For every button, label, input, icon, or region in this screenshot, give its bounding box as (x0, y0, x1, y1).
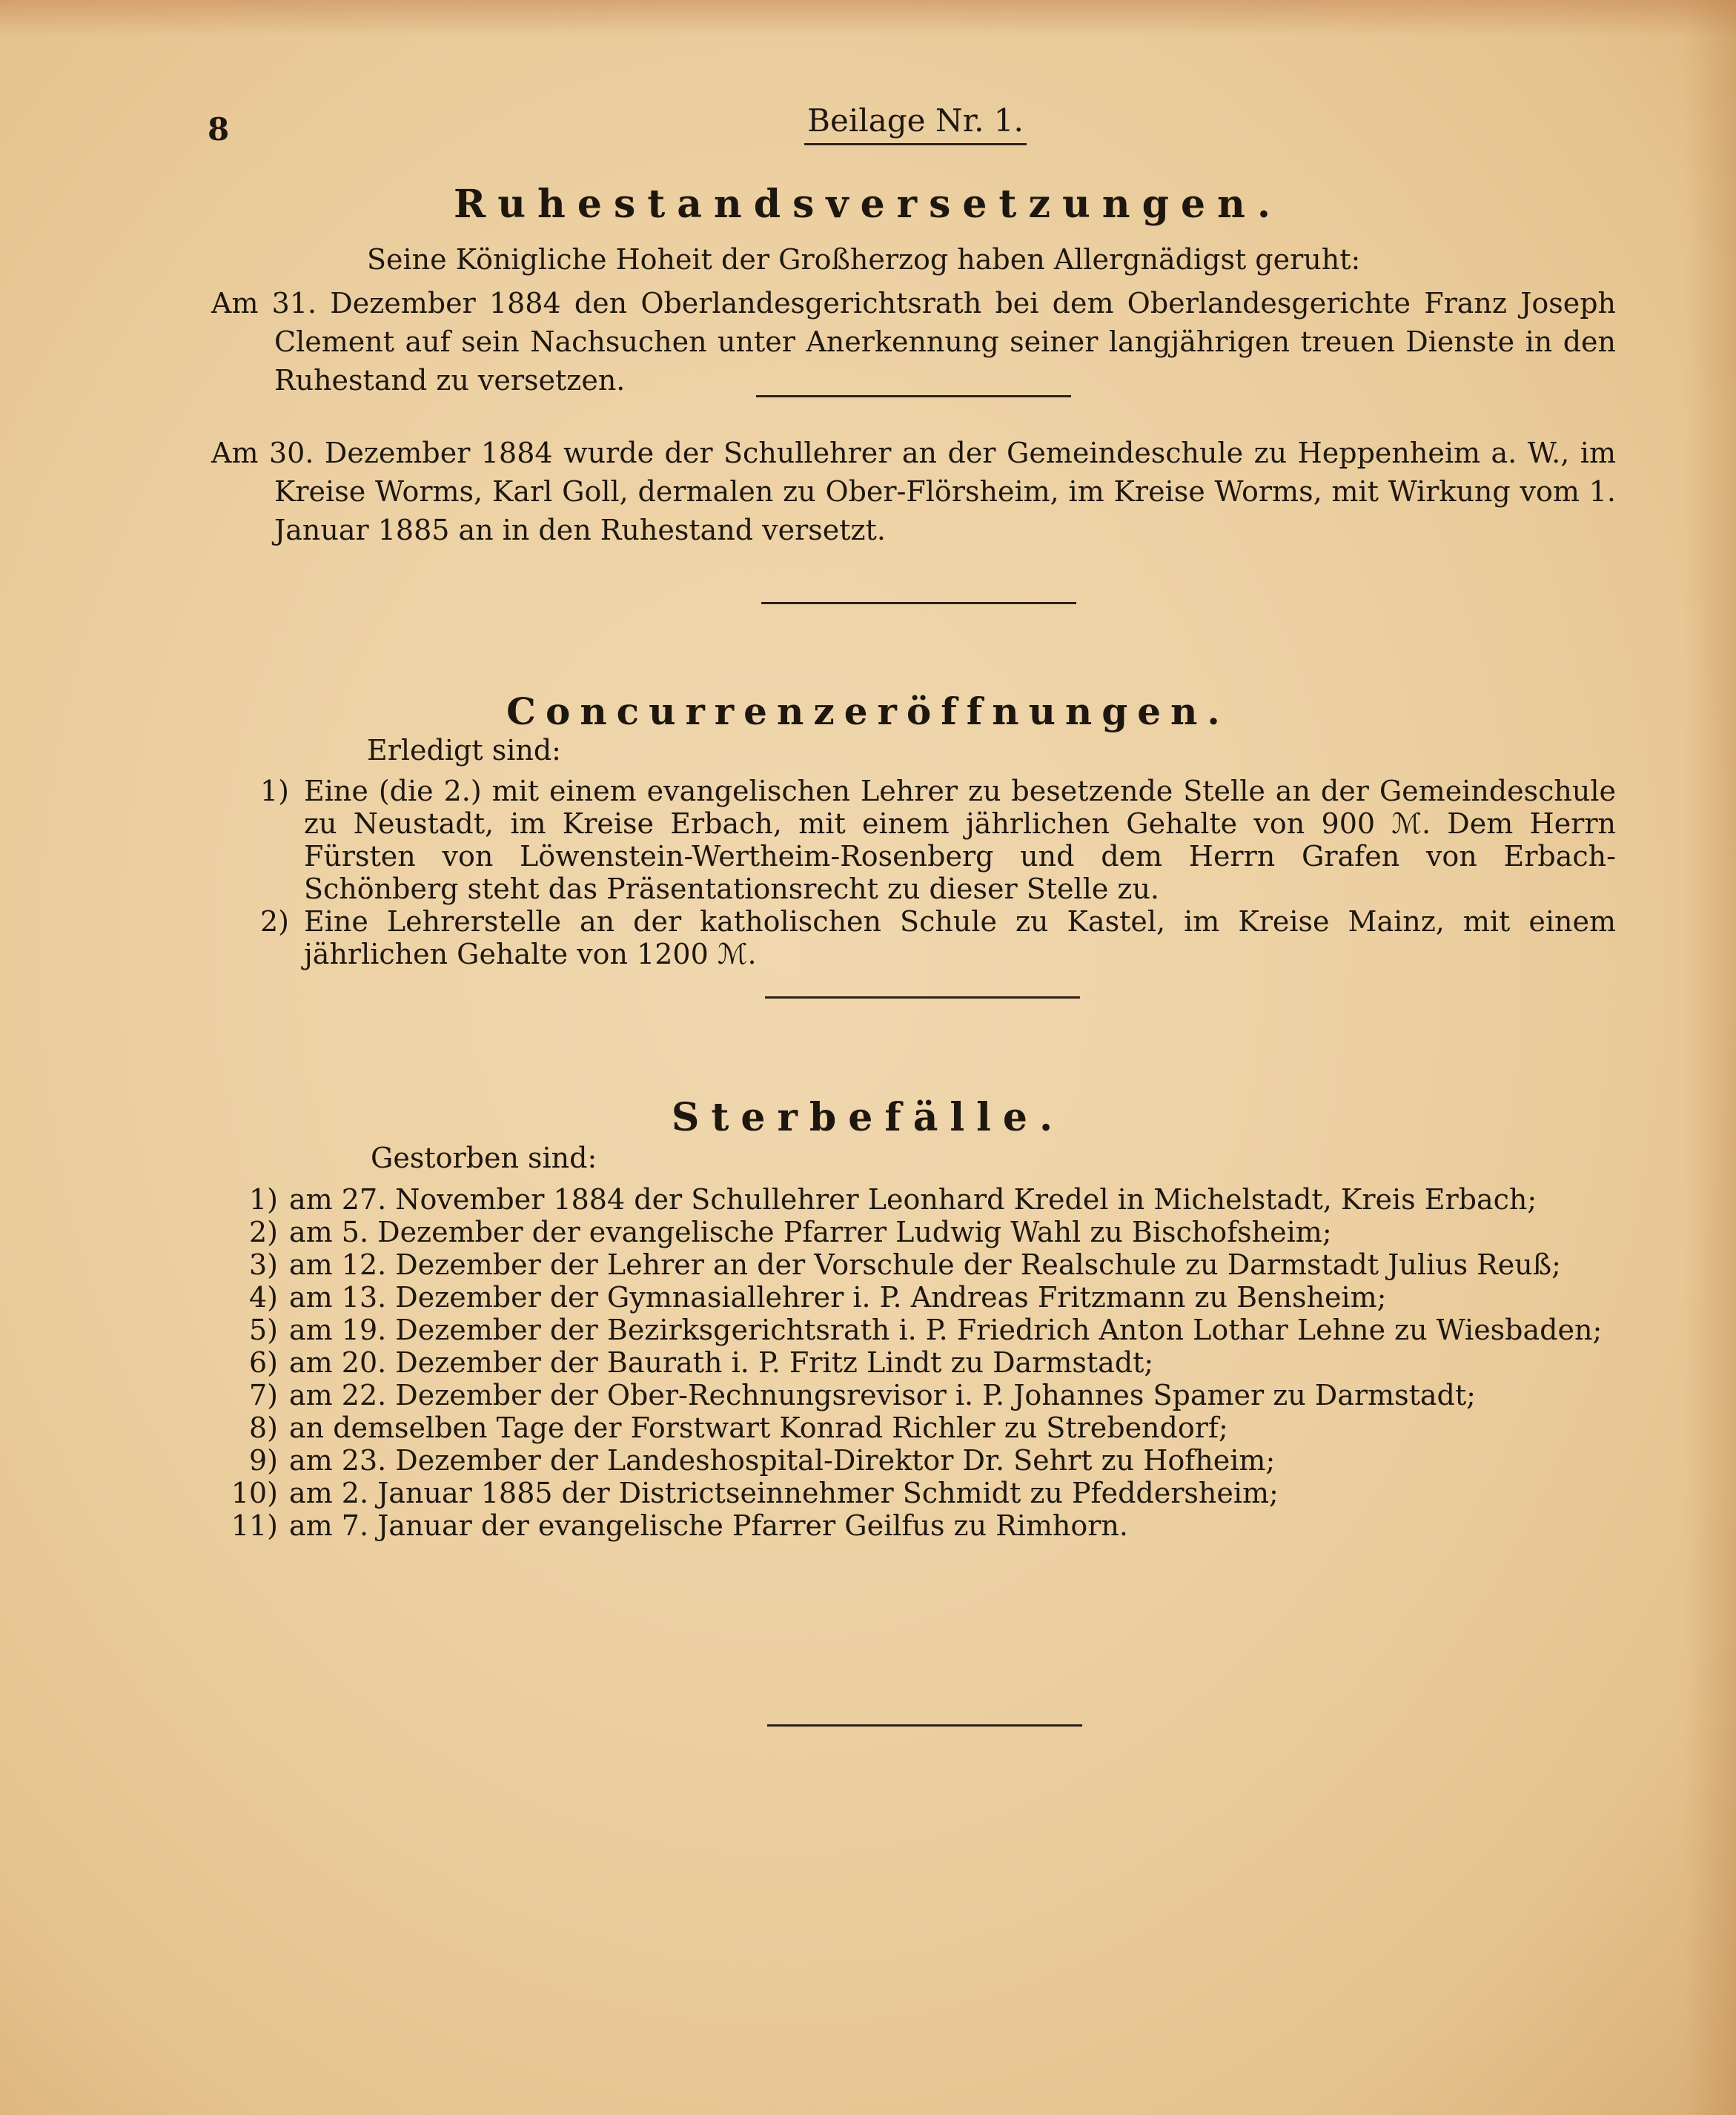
item-text: am 20. Dezember der Baurath i. P. Fritz Lindt zu Darmstadt; (289, 1346, 1154, 1379)
item-text: am 27. November 1884 der Schullehrer Leonhard Kredel in Michelstadt, Kreis Erbach; (289, 1183, 1537, 1216)
item-number: 8) (248, 1411, 278, 1444)
section-intro-ruhestand: Seine Königliche Hoheit der Großherzog haben Allergnädigst geruht: (367, 243, 1361, 276)
paragraph-ruhestand-2: Am 30. Dezember 1884 wurde der Schullehrer an der Gemeindeschule zu Heppenheim a. W., im Kreise Worms, Karl Goll, dermalen zu Ober-Flörsheim, im Kreise Worms, mit Wirkung vom 1. Januar 1885 an in den Ruhestand versetzt. (211, 437, 1616, 546)
list-item (211, 1248, 1602, 1281)
item-text: am 19. Dezember der Bezirksgerichtsrath i. P. Friedrich Anton Lothar Lehne zu Wiesbaden; (289, 1314, 1603, 1346)
paper-edge-right (1684, 0, 1736, 2115)
section-title-concurrenz: Concurrenzeröffnungen. (506, 689, 1230, 733)
item-number: 2) (248, 1216, 278, 1248)
divider (761, 602, 1076, 604)
item-text: am 7. Januar der evangelische Pfarrer Geilfus zu Rimhorn. (289, 1509, 1128, 1542)
item-number: 10) (231, 1477, 278, 1509)
list-item (211, 1509, 1602, 1542)
item-number: 7) (248, 1379, 278, 1411)
list-item (211, 1379, 1602, 1411)
page-header: Beilage Nr. 1. (804, 102, 1027, 145)
divider (765, 996, 1080, 999)
item-number: 2) (259, 905, 289, 938)
list-item (222, 775, 1616, 905)
item-number: 9) (248, 1444, 278, 1477)
list-item (211, 1444, 1602, 1477)
list-item (211, 1477, 1602, 1509)
list-item (211, 1346, 1602, 1379)
list-item (211, 1216, 1602, 1248)
paper-edge-top (0, 0, 1736, 37)
section-intro-concurrenz: Erledigt sind: (367, 734, 561, 767)
item-text: an demselben Tage der Forstwart Konrad Richler zu Strebendorf; (289, 1411, 1228, 1444)
list-item (211, 1281, 1602, 1314)
item-text: am 23. Dezember der Landeshospital-Direktor Dr. Sehrt zu Hofheim; (289, 1444, 1276, 1477)
list-item (222, 905, 1616, 970)
section-title-ruhestand: Ruhestandsversetzungen. (454, 182, 1282, 227)
item-text: am 22. Dezember der Ober-Rechnungsrevisor i. P. Johannes Spamer zu Darmstadt; (289, 1379, 1476, 1411)
item-text: Eine Lehrerstelle an der katholischen Schule zu Kastel, im Kreise Mainz, mit einem jährlichen Gehalte von 1200 ℳ. (304, 905, 1616, 970)
divider (767, 1724, 1082, 1727)
page-number: 8 (208, 111, 230, 148)
item-number: 6) (248, 1346, 278, 1379)
item-number: 5) (248, 1314, 278, 1346)
paragraph-ruhestand-1: Am 31. Dezember 1884 den Oberlandesgerichtsrath bei dem Oberlandesgerichte Franz Joseph Clement auf sein Nachsuchen unter Anerkennung seiner langjährigen treuen Dienste in den Ruhestand zu versetzen. (211, 287, 1616, 397)
item-number: 1) (248, 1183, 278, 1216)
item-text: Eine (die 2.) mit einem evangelischen Lehrer zu besetzende Stelle an der Gemeindeschule zu Neustadt, im Kreise Erbach, mit einem jährlichen Gehalte von 900 ℳ. Dem Herrn Fürsten von Löwenstein-Wertheim-Rosenberg und dem Herrn Grafen von Erbach-Schönberg steht das Präsentationsrecht zu dieser Stelle zu. (304, 775, 1616, 905)
item-text: am 13. Dezember der Gymnasiallehrer i. P. Andreas Fritzmann zu Bensheim; (289, 1281, 1387, 1314)
item-number: 11) (231, 1509, 278, 1542)
vacancy-list (222, 775, 1616, 970)
list-item (211, 1183, 1602, 1216)
item-text: am 12. Dezember der Lehrer an der Vorschule der Realschule zu Darmstadt Julius Reuß; (289, 1248, 1561, 1281)
item-text: am 2. Januar 1885 der Districtseinnehmer Schmidt zu Pfeddersheim; (289, 1477, 1279, 1509)
divider (756, 395, 1071, 397)
item-number: 1) (259, 775, 289, 807)
section-title-sterbefaelle: Sterbefälle. (671, 1095, 1065, 1140)
item-number: 3) (248, 1248, 278, 1281)
list-item (211, 1411, 1602, 1444)
item-number: 4) (248, 1281, 278, 1314)
death-list (211, 1183, 1602, 1542)
section-intro-sterbefaelle: Gestorben sind: (371, 1142, 597, 1174)
list-item (211, 1314, 1602, 1346)
item-text: am 5. Dezember der evangelische Pfarrer Ludwig Wahl zu Bischofsheim; (289, 1216, 1332, 1248)
